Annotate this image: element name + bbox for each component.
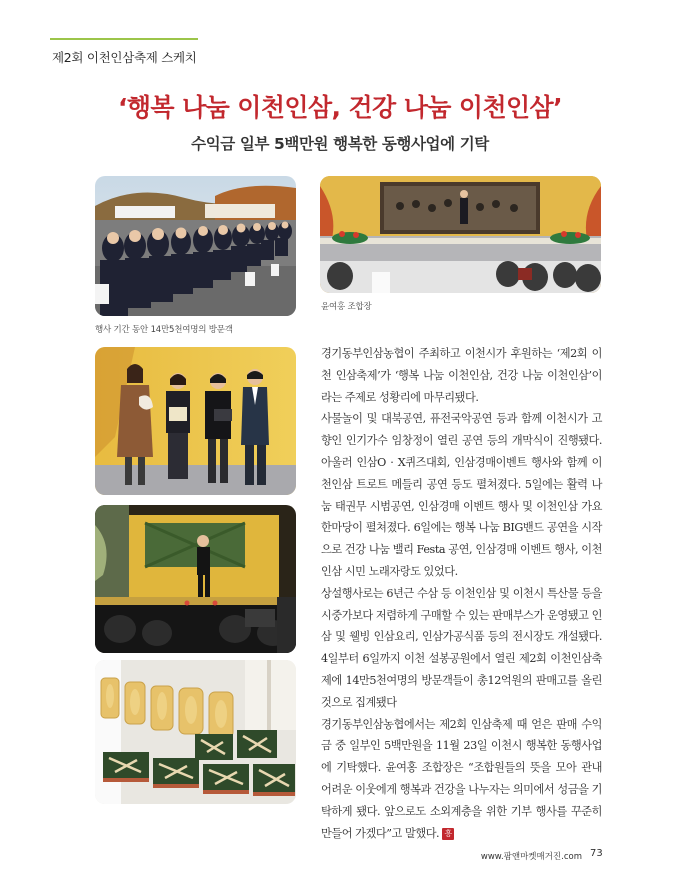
photo-crowd [95,176,296,316]
page-number: 73 [590,848,603,859]
article-paragraph [321,714,602,845]
article-title: ‘행복 나눔 이천인삼, 건강 나눔 이천인삼’ [117,93,562,122]
article-paragraph: 상설행사로는 6년근 수삼 등 이천인삼 및 이천시 특산물 등을 시중가보다 저렴하게 구매할 수 있는 판매부스가 운영됐고 인삼 및 웰빙 인삼요리, 인삼가공식품 등의 전시장도 개설됐다. 4일부터 6일까지 이천 설봉공원에서 열린 제2회 이천인삼축제에 14만5천여명의 방문객들이 총12억원의 판매고를 올린 것으로 집계됐다 [321,586,602,709]
caption-crowd: 행사 기간 동안 14만5천여명의 방문객 [95,325,233,335]
end-mark-icon: 흥 [442,828,454,840]
photo-award-winners [95,347,296,495]
photo-stage-performance [95,505,296,653]
caption-chairman: 윤여홍 조합장 [321,302,372,312]
article-paragraph: 경기동부인삼농협이 주최하고 이천시가 후원하는 ‘제2회 이천 인삼축제’가 ‘행복 나눔 이천인삼, 건강 나눔 이천인삼’이라는 주제로 성황리에 마무리됐다. [321,347,602,404]
article-paragraph-text: 경기동부인삼농협에서는 제2회 인삼축제 때 얻은 판매 수익금 중 일부인 5백만원을 11월 23일 이천시 행복한 동행사업에 기탁했다. 윤여홍 조합장은 “조합원들의 뜻을 모아 관내 어려운 이웃에게 행복과 건강을 나누자는 의미에서 성금을 기탁하게 됐다. 앞으로도 소외계층을 위한 기부 행사를 꾸준히 만들어 가겠다”고 말했다. [321,717,602,840]
photo-ginseng-display [95,660,296,804]
section-rule [50,38,198,40]
article-body [321,343,602,844]
footer-url: www.팜앤마켓매거진.com [480,852,582,862]
article-subtitle: 수익금 일부 5백만원 행복한 동행사업에 기탁 [191,135,489,153]
photo-chairman [320,176,601,293]
section-label: 제2회 이천인삼축제 스케치 [52,50,197,65]
article-paragraph: 사물놀이 및 대북공연, 퓨전국악공연 등과 함께 이천시가 고향인 인기가수 임창정이 열린 공연 등의 개막식이 진행됐다. 아울러 인삼O · X퀴즈대회, 인삼경매이벤트 행사와 함께 이천인삼 트로트 메들리 공연 등도 펼쳐졌다. 5일에는 활력 나눔 태권무 시범공연, 인삼경매 이벤트 행사 및 이천인삼 가요한마당이 펼쳐졌다. 6일에는 행복 나눔 BIG밴드 공연을 시작으로 건강 나눔 밸리 Festa 공연, 인삼경매 이벤트 행사, 이천인삼 시민 노래자랑도 있었다. [321,412,602,578]
